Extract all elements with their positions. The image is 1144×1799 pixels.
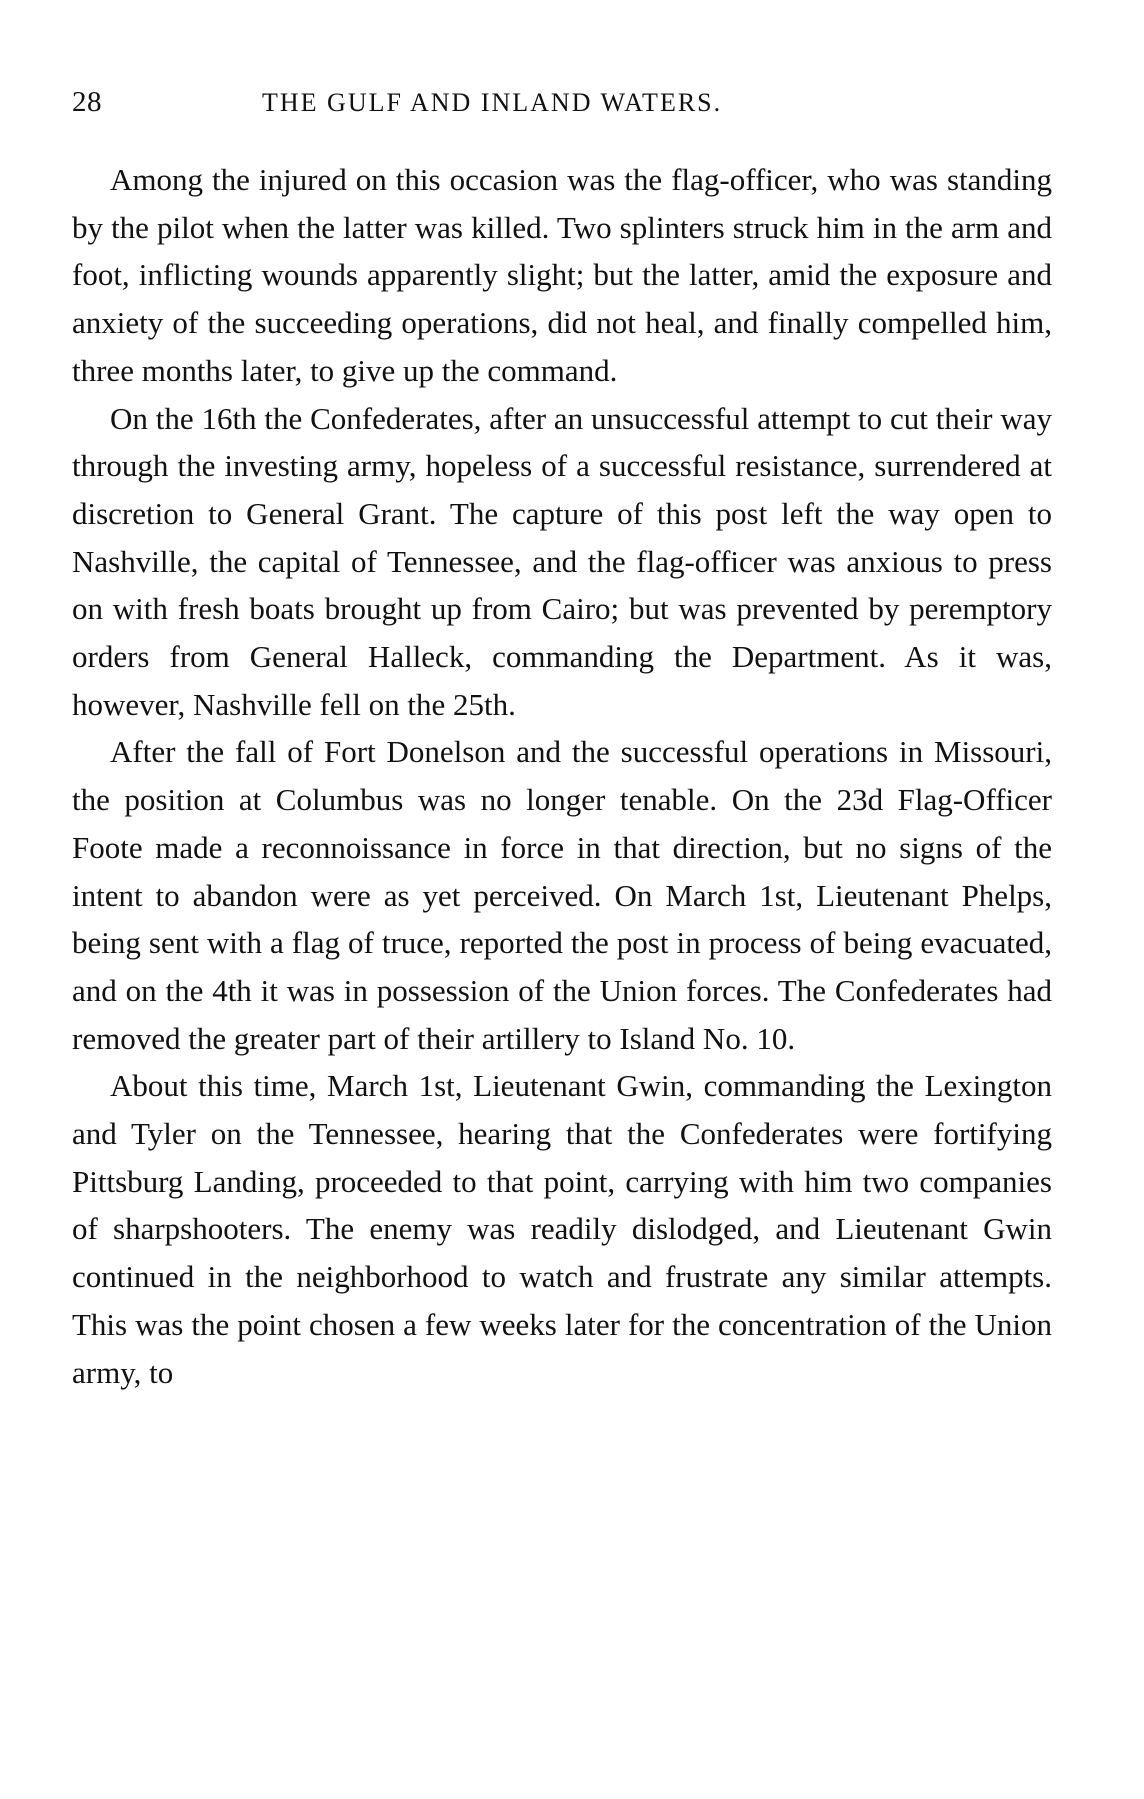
page-header bbox=[72, 86, 1052, 126]
paragraph-1: Among the injured on this occasion was the flag-officer, who was standing by the pilot when the latter was killed. Two splinters struck him in the arm and foot, inflicting wounds apparently slight; but the latter, amid the exposure and anxiety of the succeeding operations, did not heal, and finally compelled him, three months later, to give up the command. bbox=[72, 162, 1052, 388]
paragraph-4: About this time, March 1st, Lieutenant Gwin, commanding the Lexington and Tyler on the Tennessee, hearing that the Confederates were fortifying Pittsburg Landing, proceeded to that point, carrying with him two companies of sharpshooters. The enemy was readily dislodged, and Lieutenant Gwin continued in the neighborhood to watch and frustrate any similar attempts. This was the point chosen a few weeks later for the concentration of the Union army, to bbox=[72, 1068, 1052, 1390]
body-text bbox=[72, 156, 1052, 1396]
page-number: 28 bbox=[72, 86, 102, 118]
running-title: THE GULF AND INLAND WATERS. bbox=[262, 88, 723, 117]
paragraph-3: After the fall of Fort Donelson and the successful operations in Missouri, the position at Columbus was no longer tenable. On the 23d Flag-Officer Foote made a reconnoissance in force in that direction, but no signs of the intent to abandon were as yet perceived. On March 1st, Lieutenant Phelps, being sent with a flag of truce, reported the post in process of being evacuated, and on the 4th it was in possession of the Union forces. The Confederates had removed the greater part of their artillery to Island No. 10. bbox=[72, 734, 1052, 1056]
paragraph-2: On the 16th the Confederates, after an unsuccessful attempt to cut their way through the investing army, hopeless of a successful resistance, surrendered at discretion to General Grant. The capture of this post left the way open to Nashville, the capital of Tennessee, and the flag-officer was anxious to press on with fresh boats brought up from Cairo; but was prevented by peremptory orders from General Halleck, commanding the Department. As it was, however, Nashville fell on the 25th. bbox=[72, 400, 1052, 722]
